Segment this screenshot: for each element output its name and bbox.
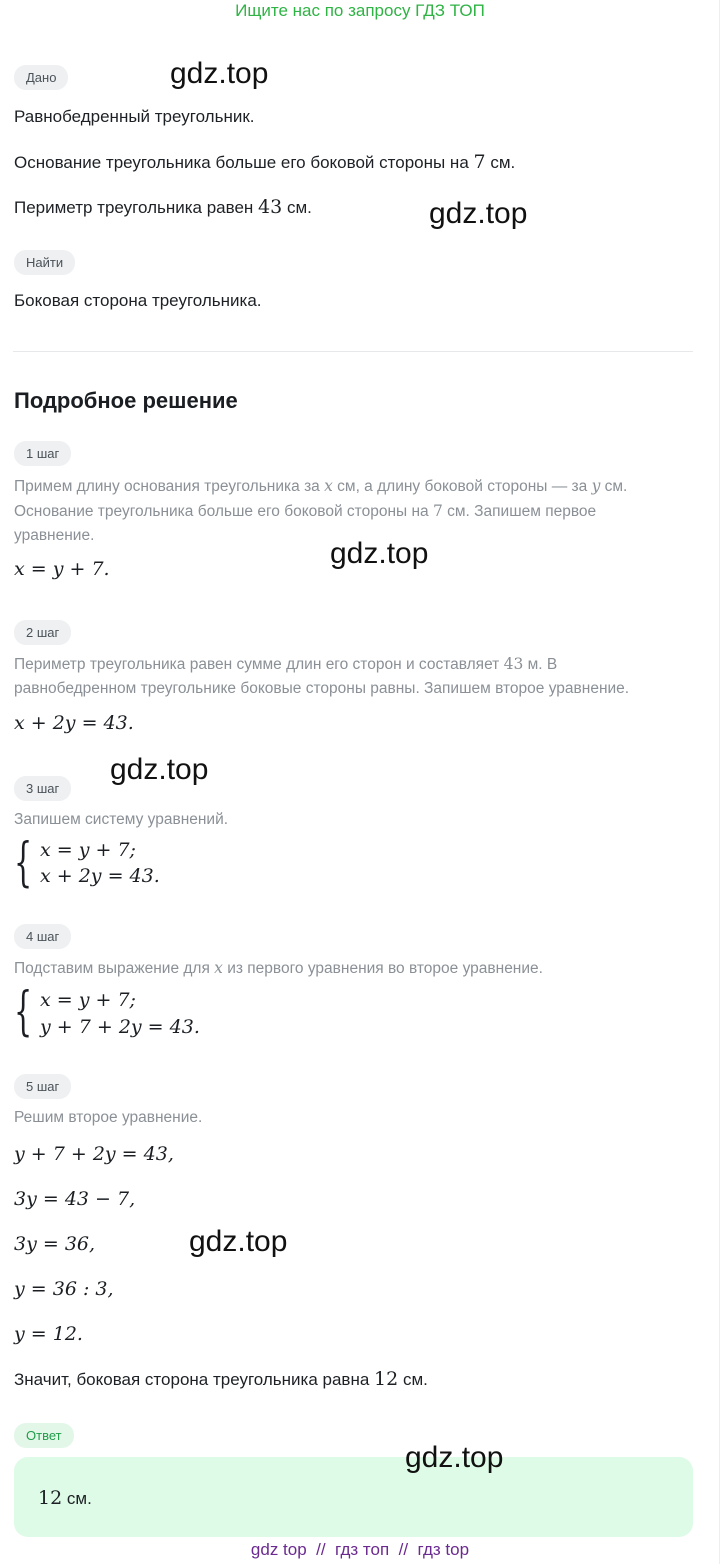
watermark: gdz.top — [429, 197, 528, 230]
system-brace: { — [14, 833, 33, 893]
step-5-badge-wrap — [14, 1074, 71, 1099]
step-1-badge: 1 шаг — [14, 441, 71, 466]
var-x: x — [324, 477, 333, 495]
step-5-equation-2: 3y = 43 − 7, — [14, 1188, 136, 1210]
step-4-badge: 4 шаг — [14, 924, 71, 949]
footer-link-gdz-top-ru[interactable]: гдз топ — [335, 1540, 390, 1559]
given-line-2-text: Основание треугольника больше его боковой стороны на — [14, 153, 474, 172]
step-3-equation-2: x + 2y = 43. — [40, 865, 160, 887]
step-4-equation-1: x = y + 7; — [40, 989, 136, 1011]
given-line-1: Равнобедренный треугольник. — [14, 107, 255, 126]
step-1-badge-wrap — [14, 441, 71, 466]
step-5-badge: 5 шаг — [14, 1074, 71, 1099]
step-4-equation-2: y + 7 + 2y = 43. — [40, 1016, 200, 1038]
step-2-badge-wrap — [14, 620, 71, 645]
find-text: Боковая сторона треугольника. — [14, 291, 262, 310]
answer-unit: см. — [62, 1489, 92, 1508]
given-badge: Дано — [14, 65, 68, 90]
step-2-equation: x + 2y = 43. — [14, 712, 134, 734]
answer-number: 12 — [38, 1487, 63, 1509]
watermark: gdz.top — [189, 1225, 288, 1258]
var-x: x — [214, 959, 223, 977]
step-4-text: Подставим выражение для x из первого уравнения во второе уравнение. — [14, 959, 543, 977]
given-section — [14, 65, 68, 90]
answer-badge: Ответ — [14, 1423, 74, 1448]
watermark: gdz.top — [330, 537, 429, 570]
solution-heading: Подробное решение — [14, 388, 238, 413]
promo-banner[interactable]: Ищите нас по запросу ГДЗ ТОП — [235, 1, 485, 20]
given-line-2-unit: см. — [485, 153, 516, 172]
divider — [13, 351, 693, 352]
given-line-3-text: Периметр треугольника равен — [14, 198, 259, 217]
step-5-equation-5: y = 12. — [14, 1323, 83, 1345]
step-5-equation-4: y = 36 : 3, — [14, 1278, 114, 1300]
answer-box — [14, 1457, 693, 1537]
step-3-equation-1: x = y + 7; — [40, 839, 136, 861]
given-line-3-unit: см. — [282, 198, 312, 217]
footer-link-gdz-top-mixed[interactable]: гдз top — [417, 1540, 470, 1559]
watermark: gdz.top — [170, 57, 269, 90]
footer-separator: // — [316, 1540, 326, 1559]
given-line-3-number: 43 — [258, 196, 283, 218]
footer-links — [0, 1539, 720, 1561]
step-3-badge: 3 шаг — [14, 776, 71, 801]
step-1-equation: x = y + 7. — [14, 558, 110, 580]
solution-title — [14, 388, 238, 414]
answer-text — [38, 1487, 92, 1510]
step-5-conclusion: Значит, боковая сторона треугольника равна 12 см. — [14, 1368, 428, 1390]
step-5-equation-1: y + 7 + 2y = 43, — [14, 1143, 174, 1165]
find-badge: Найти — [14, 250, 75, 275]
step-3-text: Запишем систему уравнений. — [14, 811, 229, 828]
step-5-text: Решим второе уравнение. — [14, 1109, 203, 1126]
system-brace: { — [14, 982, 33, 1042]
step-5-equation-3: 3y = 36, — [14, 1233, 96, 1255]
step-2-text: Периметр треугольника равен сумме длин его сторон и составляет 43 м. В равнобедренном треугольнике боковые стороны равны. Запишем второе уравнение. — [14, 655, 630, 697]
given-line-2 — [14, 151, 515, 174]
step-4-badge-wrap — [14, 924, 71, 949]
find-section — [14, 250, 75, 275]
footer-link-gdz-top[interactable]: gdz top — [250, 1540, 307, 1559]
watermark: gdz.top — [405, 1441, 504, 1474]
watermark: gdz.top — [110, 753, 209, 786]
step-3-badge-wrap — [14, 776, 71, 801]
given-line-2-number: 7 — [473, 151, 486, 173]
step-1-text: Примем длину основания треугольника за x см, а длину боковой стороны — за y см. Основание треугольника больше его боковой стороны на 7 см. Запишем первое уравнение. — [14, 477, 628, 544]
var-y: y — [591, 477, 601, 495]
given-line-3 — [14, 196, 312, 219]
footer-separator: // — [398, 1540, 409, 1559]
step-2-badge: 2 шаг — [14, 620, 71, 645]
answer-badge-wrap — [14, 1423, 74, 1448]
